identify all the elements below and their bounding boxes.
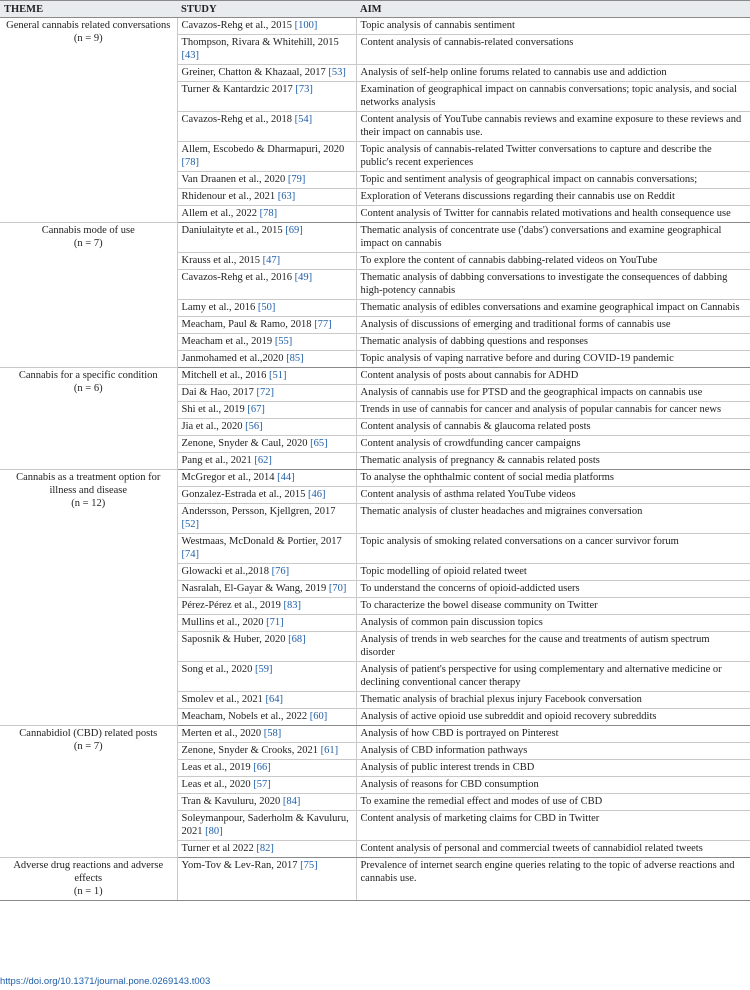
aim-cell: Thematic analysis of edibles conversations and examine geographical impact on Cannabis [356, 300, 750, 317]
reference-link[interactable]: [54] [294, 114, 313, 125]
aim-cell: Analysis of cannabis use for PTSD and the geographical impacts on cannabis use [356, 385, 750, 402]
study-citation: Shi et al., 2019 [181, 404, 245, 415]
aim-cell: Content analysis of YouTube cannabis reviews and examine exposure to these reviews and their impact on cannabis use. [356, 112, 750, 142]
reference-link[interactable]: [83] [283, 600, 302, 611]
reference-link[interactable]: [69] [285, 225, 303, 236]
study-cell [177, 385, 356, 402]
study-citation: Leas et al., 2020 [181, 779, 251, 790]
study-cell [177, 270, 356, 300]
aim-cell: Content analysis of asthma related YouTube videos [356, 487, 750, 504]
study-cell [177, 351, 356, 368]
aim-cell: Topic analysis of vaping narrative before and during COVID-19 pandemic [356, 351, 750, 368]
reference-link[interactable]: [44] [277, 472, 295, 483]
theme-cell [0, 223, 177, 368]
reference-link[interactable]: [62] [254, 455, 272, 466]
study-citation: Merten et al., 2020 [181, 728, 262, 739]
study-cell [177, 65, 356, 82]
study-citation: Mullins et al., 2020 [181, 617, 264, 628]
table-body [0, 18, 750, 901]
study-citation: Andersson, Persson, Kjellgren, 2017 [181, 506, 336, 517]
study-cell [177, 487, 356, 504]
aim-cell: Analysis of reasons for CBD consumption [356, 777, 750, 794]
reference-link[interactable]: [73] [295, 84, 313, 95]
aim-cell: Exploration of Veterans discussions regarding their cannabis use on Reddit [356, 189, 750, 206]
study-cell [177, 760, 356, 777]
header-aim: AIM [356, 1, 750, 18]
aim-cell: To analyse the ophthalmic content of social media platforms [356, 470, 750, 487]
study-cell [177, 662, 356, 692]
study-citation: Tran & Kavuluru, 2020 [181, 796, 281, 807]
study-citation: Jia et al., 2020 [181, 421, 243, 432]
study-citation: Saposnik & Huber, 2020 [181, 634, 286, 645]
study-citation: Krauss et al., 2015 [181, 255, 260, 266]
study-citation: Turner & Kantardzic 2017 [181, 84, 293, 95]
aim-cell: Content analysis of personal and commercial tweets of cannabidiol related tweets [356, 841, 750, 858]
study-cell [177, 419, 356, 436]
study-cell [177, 709, 356, 726]
theme-count: (n = 6) [73, 383, 103, 394]
theme-label: Cannabidiol (CBD) related posts [19, 728, 158, 739]
theme-label: Cannabis as a treatment option for illness and disease [16, 472, 161, 496]
reference-link[interactable]: [68] [288, 634, 306, 645]
aim-cell: To understand the concerns of opioid-addicted users [356, 581, 750, 598]
aim-cell: Content analysis of posts about cannabis for ADHD [356, 368, 750, 385]
aim-cell: Prevalence of internet search engine queries relating to the topic of adverse reactions and cannabis use. [356, 858, 750, 901]
aim-cell: To characterize the bowel disease community on Twitter [356, 598, 750, 615]
study-citation: Daniulaityte et al., 2015 [181, 225, 283, 236]
reference-link[interactable]: [79] [287, 174, 306, 185]
theme-count: (n = 12) [71, 498, 106, 509]
aim-cell: Examination of geographical impact on cannabis conversations; topic analysis, and social networks analysis [356, 82, 750, 112]
study-cell [177, 858, 356, 901]
aim-cell: Analysis of trends in web searches for the cause and treatments of autism spectrum disorder [356, 632, 750, 662]
aim-cell: Thematic analysis of concentrate use ('dabs') conversations and examine geographical impact on cannabis [356, 223, 750, 253]
reference-link[interactable]: [59] [255, 664, 273, 675]
theme-label: Cannabis mode of use [41, 225, 135, 236]
theme-count: (n = 1) [73, 886, 103, 897]
theme-label: Adverse drug reactions and adverse effects [13, 860, 164, 884]
theme-cell [0, 858, 177, 901]
reference-link[interactable]: [76] [271, 566, 290, 577]
aim-cell: Topic and sentiment analysis of geographical impact on cannabis conversations; [356, 172, 750, 189]
study-citation: Yom-Tov & Lev-Ran, 2017 [181, 860, 298, 871]
table-row [0, 368, 750, 385]
study-cell [177, 223, 356, 253]
study-citation: Song et al., 2020 [181, 664, 253, 675]
study-cell [177, 777, 356, 794]
study-cell [177, 334, 356, 351]
study-citation: Zenone, Snyder & Crooks, 2021 [181, 745, 318, 756]
study-citation: Smolev et al., 2021 [181, 694, 263, 705]
theme-cell [0, 470, 177, 726]
study-citation: Nasralah, El-Gayar & Wang, 2019 [181, 583, 327, 594]
theme-cell [0, 368, 177, 470]
aim-cell: Analysis of how CBD is portrayed on Pinterest [356, 726, 750, 743]
aim-cell: Analysis of CBD information pathways [356, 743, 750, 760]
reference-link[interactable]: [67] [247, 404, 265, 415]
doi-link[interactable]: https://doi.org/10.1371/journal.pone.0269143.t003 [0, 976, 211, 987]
study-citation: Allem et al., 2022 [181, 208, 258, 219]
study-citation: Leas et al., 2019 [181, 762, 251, 773]
aim-cell: Analysis of active opioid use subreddit and opioid recovery subreddits [356, 709, 750, 726]
table-row [0, 223, 750, 253]
study-citation: Lamy et al., 2016 [181, 302, 256, 313]
reference-link[interactable]: [53] [328, 67, 346, 78]
study-citation: Glowacki et al.,2018 [181, 566, 269, 577]
reference-link[interactable]: [75] [300, 860, 318, 871]
study-citation: Gonzalez-Estrada et al., 2015 [181, 489, 306, 500]
study-citation: Van Draanen et al., 2020 [181, 174, 286, 185]
reference-link[interactable]: [65] [310, 438, 328, 449]
aim-cell: To explore the content of cannabis dabbing-related videos on YouTube [356, 253, 750, 270]
study-citation: McGregor et al., 2014 [181, 472, 275, 483]
study-citation: Meacham et al., 2019 [181, 336, 273, 347]
header-theme: THEME [0, 1, 177, 18]
theme-label: Cannabis for a specific condition [18, 370, 158, 381]
reference-link[interactable]: [77] [314, 319, 332, 330]
study-citation: Cavazos-Rehg et al., 2016 [181, 272, 293, 283]
aim-cell: Topic analysis of smoking related conversations on a cancer survivor forum [356, 534, 750, 564]
study-cell [177, 142, 356, 172]
study-cell [177, 841, 356, 858]
reference-link[interactable]: [55] [274, 336, 293, 347]
aim-cell: Content analysis of Twitter for cannabis related motivations and health consequence use [356, 206, 750, 223]
aim-cell: Thematic analysis of pregnancy & cannabis related posts [356, 453, 750, 470]
aim-cell: Content analysis of marketing claims for CBD in Twitter [356, 811, 750, 841]
aim-cell: Content analysis of cannabis-related conversations [356, 35, 750, 65]
reference-link[interactable]: [51] [268, 370, 287, 381]
theme-count: (n = 7) [73, 741, 103, 752]
reference-link[interactable]: [61] [320, 745, 339, 756]
study-cell [177, 615, 356, 632]
reference-link[interactable]: [60] [309, 711, 328, 722]
reference-link[interactable]: [50] [257, 302, 276, 313]
reference-link[interactable]: [47] [262, 255, 281, 266]
study-citation: Greiner, Chatton & Khazaal, 2017 [181, 67, 326, 78]
reference-link[interactable]: [84] [282, 796, 301, 807]
study-citation: Meacham, Paul & Ramo, 2018 [181, 319, 312, 330]
theme-count: (n = 9) [73, 33, 103, 44]
reference-link[interactable]: [72] [256, 387, 274, 398]
reference-link[interactable]: [100] [294, 20, 318, 31]
study-citation: Rhidenour et al., 2021 [181, 191, 276, 202]
reference-link[interactable]: [46] [308, 489, 326, 500]
study-cell [177, 300, 356, 317]
study-cell [177, 726, 356, 743]
study-cell [177, 206, 356, 223]
reference-link[interactable]: [63] [277, 191, 296, 202]
study-citation: Zenone, Snyder & Caul, 2020 [181, 438, 308, 449]
study-cell [177, 453, 356, 470]
reference-link[interactable]: [82] [256, 843, 274, 854]
study-citation: Meacham, Nobels et al., 2022 [181, 711, 308, 722]
aim-cell: To examine the remedial effect and modes of use of CBD [356, 794, 750, 811]
study-cell [177, 692, 356, 709]
reference-link[interactable]: [80] [205, 826, 223, 837]
reference-link[interactable]: [56] [245, 421, 263, 432]
reference-link[interactable]: [71] [266, 617, 284, 628]
reference-link[interactable]: [58] [263, 728, 282, 739]
reference-link[interactable]: [57] [253, 779, 271, 790]
aim-cell: Content analysis of crowdfunding cancer campaigns [356, 436, 750, 453]
study-cell [177, 82, 356, 112]
table-row [0, 858, 750, 901]
reference-link[interactable]: [70] [328, 583, 347, 594]
study-cell [177, 436, 356, 453]
study-cell [177, 811, 356, 841]
aim-cell: Analysis of discussions of emerging and traditional forms of cannabis use [356, 317, 750, 334]
aim-cell: Topic analysis of cannabis sentiment [356, 18, 750, 35]
study-citation: Turner et al 2022 [181, 843, 254, 854]
study-cell [177, 368, 356, 385]
study-cell [177, 504, 356, 534]
study-cell [177, 564, 356, 581]
aim-cell: Thematic analysis of brachial plexus injury Facebook conversation [356, 692, 750, 709]
aim-cell: Thematic analysis of cluster headaches and migraines conversation [356, 504, 750, 534]
reference-link[interactable]: [49] [294, 272, 313, 283]
study-citation: Cavazos-Rehg et al., 2015 [181, 20, 293, 31]
study-citation: Pérez-Pérez et al., 2019 [181, 600, 281, 611]
study-citation: Cavazos-Rehg et al., 2018 [181, 114, 293, 125]
study-cell [177, 18, 356, 35]
study-cell [177, 35, 356, 65]
aim-cell: Topic modelling of opioid related tweet [356, 564, 750, 581]
aim-cell: Analysis of self-help online forums related to cannabis use and addiction [356, 65, 750, 82]
reference-link[interactable]: [43] [181, 50, 199, 61]
study-cell [177, 743, 356, 760]
study-citation: Dai & Hao, 2017 [181, 387, 254, 398]
table-row [0, 18, 750, 35]
study-cell [177, 317, 356, 334]
study-cell [177, 534, 356, 564]
theme-cell [0, 726, 177, 858]
reference-link[interactable]: [52] [181, 519, 199, 530]
study-cell [177, 253, 356, 270]
aim-cell: Analysis of public interest trends in CBD [356, 760, 750, 777]
study-cell [177, 598, 356, 615]
study-cell [177, 470, 356, 487]
theme-label: General cannabis related conversations [6, 20, 171, 31]
study-citation: Mitchell et al., 2016 [181, 370, 267, 381]
study-cell [177, 172, 356, 189]
study-citation: Soleymanpour, Saderholm & Kavuluru, 2021 [181, 813, 349, 837]
study-citation: Janmohamed et al.,2020 [181, 353, 284, 364]
study-citation: Allem, Escobedo & Dharmapuri, 2020 [181, 144, 345, 155]
study-cell [177, 402, 356, 419]
aim-cell: Content analysis of cannabis & glaucoma related posts [356, 419, 750, 436]
study-cell [177, 632, 356, 662]
aim-cell: Thematic analysis of dabbing questions and responses [356, 334, 750, 351]
table-row [0, 726, 750, 743]
reference-link[interactable]: [66] [253, 762, 271, 773]
study-cell [177, 794, 356, 811]
aim-cell: Topic analysis of cannabis-related Twitter conversations to capture and describe the public's recent experiences [356, 142, 750, 172]
reference-link[interactable]: [78] [181, 157, 199, 168]
header-row [0, 1, 750, 18]
aim-cell: Trends in use of cannabis for cancer and analysis of popular cannabis for cancer news [356, 402, 750, 419]
reference-link[interactable]: [74] [181, 549, 199, 560]
table-row [0, 470, 750, 487]
study-citation: Thompson, Rivara & Whitehill, 2015 [181, 37, 339, 48]
study-cell [177, 581, 356, 598]
study-citation: Westmaas, McDonald & Portier, 2017 [181, 536, 342, 547]
aim-cell: Analysis of patient's perspective for using complementary and alternative medicine or declining conventional cancer therapy [356, 662, 750, 692]
study-cell [177, 189, 356, 206]
reference-link[interactable]: [78] [259, 208, 278, 219]
theme-cell [0, 18, 177, 223]
theme-count: (n = 7) [73, 238, 103, 249]
study-citation: Pang et al., 2021 [181, 455, 252, 466]
reference-link[interactable]: [64] [265, 694, 283, 705]
study-cell [177, 112, 356, 142]
reference-link[interactable]: [85] [286, 353, 304, 364]
header-study: STUDY [177, 1, 356, 18]
aim-cell: Thematic analysis of dabbing conversations to investigate the consequences of dabbing high-potency cannabis [356, 270, 750, 300]
aim-cell: Analysis of common pain discussion topics [356, 615, 750, 632]
